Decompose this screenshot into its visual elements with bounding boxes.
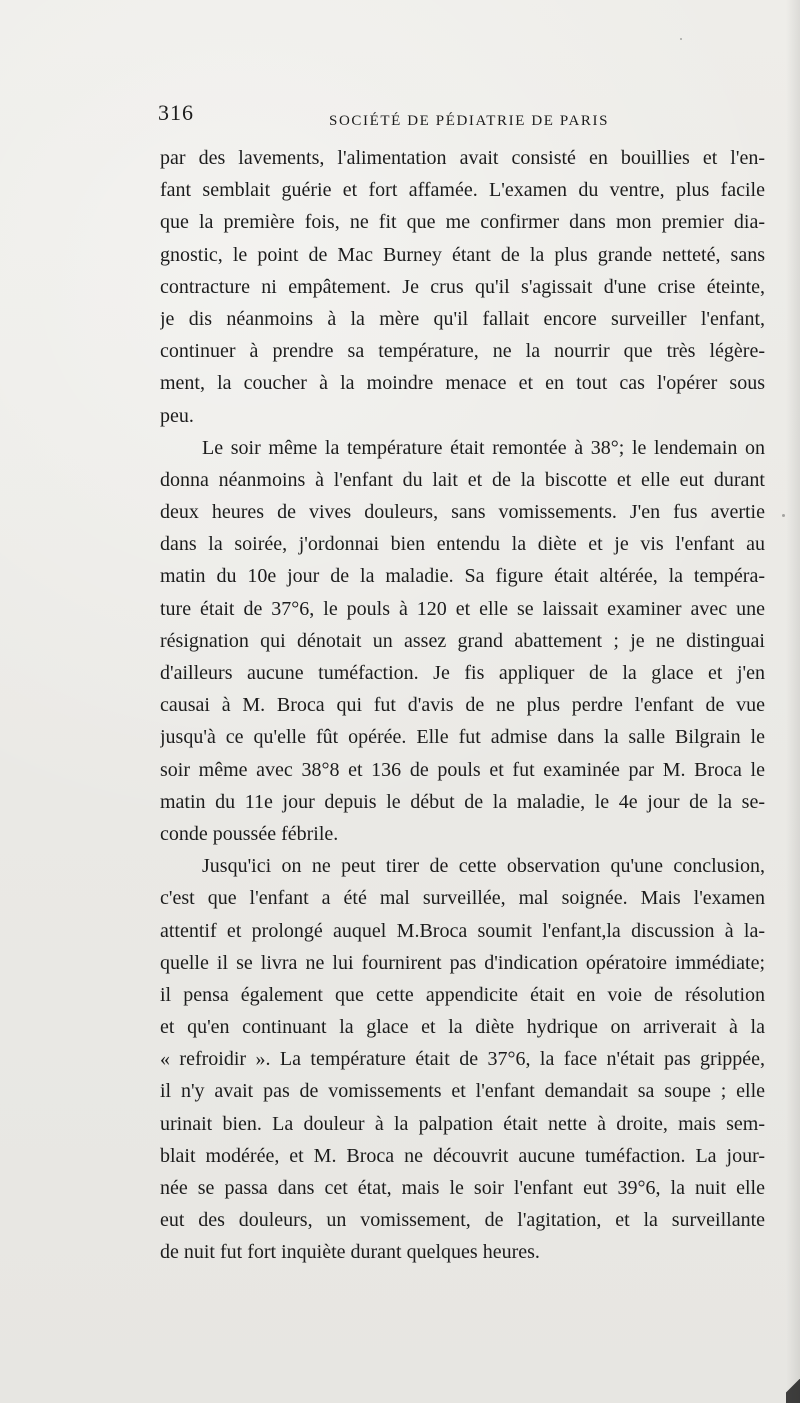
text-line: deux heures de vives douleurs, sans vomissements. J'en fus avertie: [160, 501, 765, 524]
text-line: ment, la coucher à la moindre menace et en tout cas l'opérer sous: [160, 372, 765, 395]
text-line: « refroidir ». La température était de 37°6, la face n'était pas grippée,: [160, 1048, 765, 1071]
paragraph-end-line: de nuit fut fort inquiète durant quelques heures.: [160, 1241, 540, 1264]
text-line: gnostic, le point de Mac Burney étant de la plus grande netteté, sans: [160, 243, 765, 266]
paragraph-end-line: conde poussée fébrile.: [160, 822, 339, 845]
text-line: d'ailleurs aucune tuméfaction. Je fis appliquer de la glace et j'en: [160, 662, 765, 684]
text-line: quelle il se livra ne lui fournirent pas d'indication opératoire immédiate;: [160, 951, 765, 974]
text-line: attentif et prolongé auquel M.Broca soumit l'enfant,la discussion à la-: [160, 919, 765, 942]
scan-speck: [258, 1191, 261, 1194]
text-line: soir même avec 38°8 et 136 de pouls et fut examinée par M. Broca le: [160, 758, 765, 781]
text-line: il pensa également que cette appendicite était en voie de résolution: [160, 983, 765, 1006]
paragraph-start-line: Le soir même la température était remontée à 38°; le lendemain on: [202, 436, 765, 459]
page-number: 316: [158, 100, 194, 125]
text-line: ture était de 37°6, le pouls à 120 et elle se laissait examiner avec une: [160, 597, 765, 620]
body-text: [160, 142, 765, 1269]
text-line: matin du 11e jour depuis le début de la maladie, le 4e jour de la se-: [160, 790, 765, 813]
text-line: jusqu'à ce qu'elle fût opérée. Elle fut admise dans la salle Bilgrain le: [160, 726, 765, 749]
paragraph-end-line: peu.: [160, 404, 194, 427]
text-line: eut des douleurs, un vomissement, de l'agitation, et la surveillante: [160, 1209, 765, 1232]
text-line: que la première fois, ne fit que me confirmer dans mon premier dia-: [160, 211, 765, 234]
text-line: contracture ni empâtement. Je crus qu'il s'agissait d'une crise éteinte,: [160, 275, 765, 298]
scan-speck: [782, 514, 785, 517]
running-head: SOCIÉTÉ DE PÉDIATRIE DE PARIS: [329, 113, 610, 129]
text-line: c'est que l'enfant a été mal surveillée, mal soignée. Mais l'examen: [160, 887, 765, 910]
text-line: causai à M. Broca qui fut d'avis de ne plus perdre l'enfant de vue: [160, 694, 765, 717]
text-line: urinait bien. La douleur à la palpation était nette à droite, mais sem-: [160, 1112, 765, 1135]
text-line: fant semblait guérie et fort affamée. L'examen du ventre, plus facile: [160, 179, 765, 202]
text-line: continuer à prendre sa température, ne la nourrir que très légère-: [160, 340, 765, 363]
text-line: résignation qui dénotait un assez grand abattement ; je ne distinguai: [160, 629, 765, 652]
page-header: [158, 98, 770, 138]
page-corner-shadow: [786, 1379, 800, 1403]
text-line: matin du 10e jour de la maladie. Sa figure était altérée, la tempéra-: [160, 565, 765, 588]
scan-speck: [680, 38, 682, 40]
text-line: je dis néanmoins à la mère qu'il fallait encore surveiller l'enfant,: [160, 307, 765, 330]
text-line: il n'y avait pas de vomissements et l'enfant demandait sa soupe ; elle: [160, 1080, 765, 1103]
page-edge-shadow: [786, 0, 800, 1403]
text-line: et qu'en continuant la glace et la diète hydrique on arriverait à la: [160, 1016, 765, 1039]
paragraph-start-line: Jusqu'ici on ne peut tirer de cette observation qu'une conclusion,: [202, 855, 765, 878]
text-line: donna néanmoins à l'enfant du lait et de la biscotte et elle eut durant: [160, 468, 765, 491]
text-line: par des lavements, l'alimentation avait consisté en bouillies et l'en-: [160, 147, 765, 169]
text-line: née se passa dans cet état, mais le soir l'enfant eut 39°6, la nuit elle: [160, 1177, 765, 1199]
text-line: dans la soirée, j'ordonnai bien entendu la diète et je vis l'enfant au: [160, 533, 765, 556]
text-line: blait modérée, et M. Broca ne découvrit aucune tuméfaction. La jour-: [160, 1144, 765, 1167]
